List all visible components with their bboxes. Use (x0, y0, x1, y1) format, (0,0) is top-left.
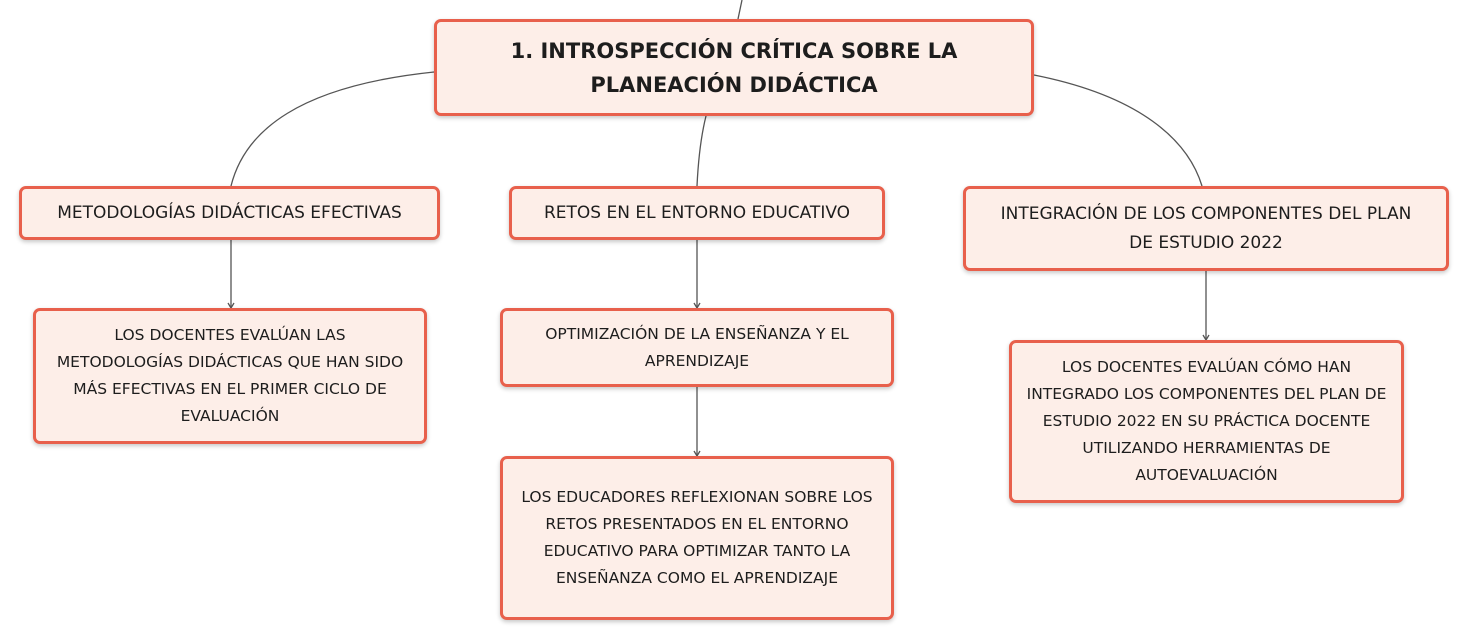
topic-metodologias-label: METODOLOGÍAS DIDÁCTICAS EFECTIVAS (57, 202, 402, 223)
connector-root-to-retos (697, 116, 706, 186)
subtopic-optimizacion[interactable] (500, 308, 894, 387)
detail-metodologias-label: LOS DOCENTES EVALÚAN LAS METODOLOGÍAS DIDÁCTICAS QUE HAN SIDO MÁS EFECTIVAS EN EL PRIMER CICLO DE EVALUACIÓN (56, 326, 404, 425)
topic-integracion-label: INTEGRACIÓN DE LOS COMPONENTES DEL PLAN DE ESTUDIO 2022 (1000, 203, 1412, 253)
detail-retos-label: LOS EDUCADORES REFLEXIONAN SOBRE LOS RETOS PRESENTADOS EN EL ENTORNO EDUCATIVO PARA OPTIMIZAR TANTO LA ENSEÑANZA COMO EL APRENDIZAJE (521, 488, 873, 587)
detail-retos[interactable] (500, 456, 894, 620)
connector-root-to-metodologias (231, 72, 434, 186)
topic-retos-label: RETOS EN EL ENTORNO EDUCATIVO (543, 202, 851, 223)
root-topic[interactable] (434, 19, 1034, 116)
detail-integracion-label: LOS DOCENTES EVALÚAN CÓMO HAN INTEGRADO LOS COMPONENTES DEL PLAN DE ESTUDIO 2022 EN SU PRÁCTICA DOCENTE UTILIZANDO HERRAMIENTAS DE AUTOEVALUACIÓN (1026, 358, 1387, 484)
connector-parent-to-root (738, 0, 742, 19)
topic-retos[interactable] (509, 186, 885, 240)
topic-metodologias[interactable] (19, 186, 440, 240)
topic-integracion[interactable] (963, 186, 1449, 271)
connector-root-to-integracion (1034, 75, 1202, 186)
root-topic-label: 1. INTROSPECCIÓN CRÍTICA SOBRE LA PLANEACIÓN DIDÁCTICA (510, 38, 958, 97)
detail-metodologias[interactable] (33, 308, 427, 444)
detail-integracion[interactable] (1009, 340, 1404, 503)
subtopic-optimizacion-label: OPTIMIZACIÓN DE LA ENSEÑANZA Y EL APRENDIZAJE (545, 324, 849, 370)
